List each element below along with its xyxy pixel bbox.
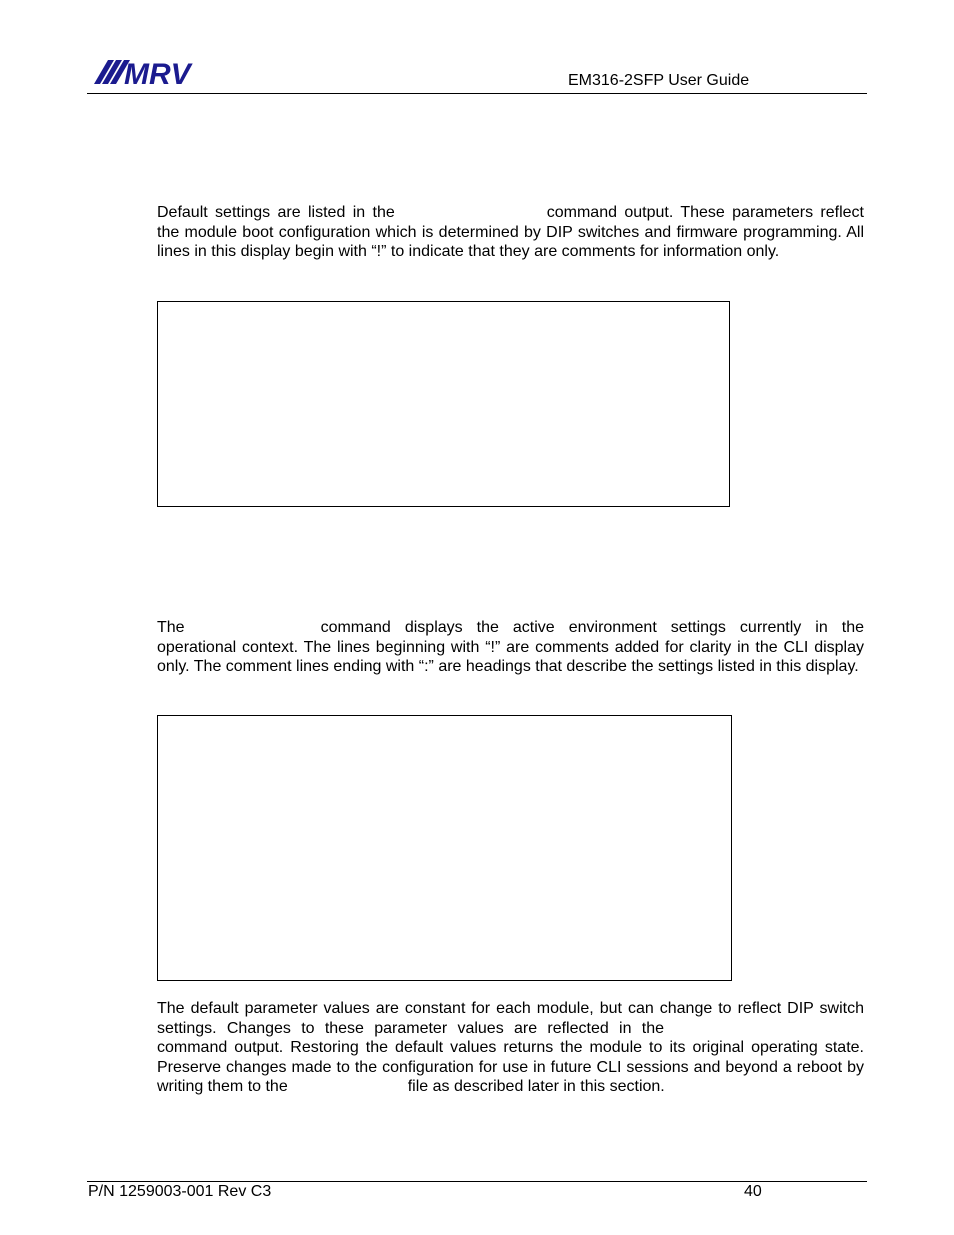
page-number: 40 [744, 1183, 762, 1200]
running-config-paragraph [157, 618, 864, 677]
paragraph-text: Default settings are listed in the [157, 204, 395, 221]
paragraph-text: command output. Restoring the default values returns the module to its original operating state. Preserve changes made to the configuration for use in future CLI sessions and beyond a reboot by writing them to the [157, 1039, 864, 1096]
document-title: EM316-2SFP User Guide [568, 72, 750, 89]
part-number: P/N 1259003-001 Rev C3 [88, 1183, 272, 1200]
default-settings-paragraph [157, 203, 864, 262]
paragraph-text: The default parameter values are constant for each module, but can change to reflect DIP switch settings. Changes to these parameter values are reflected in the [157, 1000, 864, 1037]
footer-divider [87, 1181, 867, 1182]
mrv-logo [94, 56, 214, 88]
paragraph-text: command displays the active environment settings currently in the operational context. The lines beginning with “!” are comments added for clarity in the CLI display only. The comment lines ending with “:” are headings that describe the settings listed in this display. [157, 619, 864, 676]
paragraph-text: file as described later in this section. [407, 1078, 665, 1096]
paragraph-text: command output. These parameters reflect the module boot configuration which is determined by DIP switches and firmware programming. All lines in this display begin with “!” to indicate that they are comments for information only. [157, 204, 864, 261]
default-values-paragraph [157, 999, 864, 1097]
cli-output-box-defaults [157, 301, 730, 507]
svg-text:MRV: MRV [124, 58, 191, 88]
cli-output-box-running [157, 715, 732, 981]
paragraph-text: The [157, 619, 185, 636]
header-divider [87, 93, 867, 94]
